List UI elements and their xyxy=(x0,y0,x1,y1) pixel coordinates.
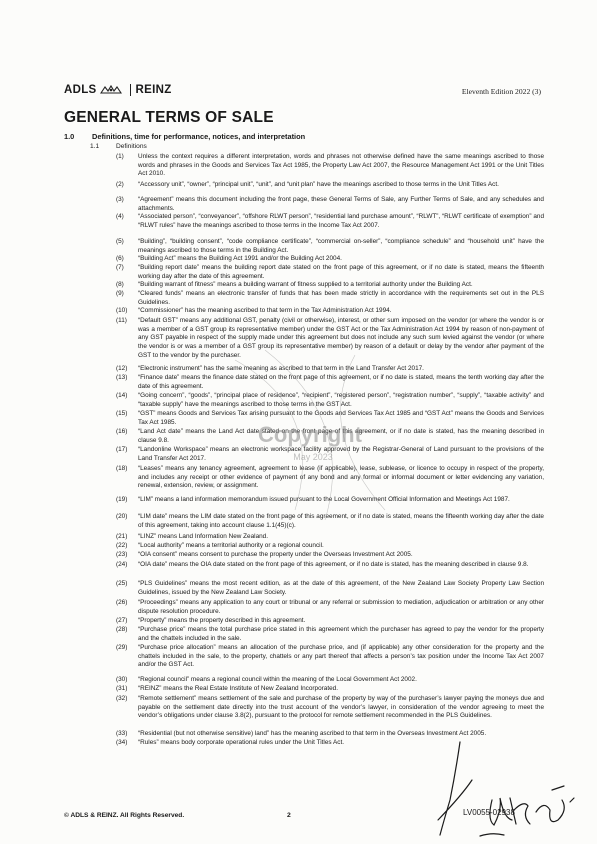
definition-text: “OIA consent” means consent to purchase the property under the Overseas Investment Act 2005. xyxy=(138,551,413,558)
definition-number: (22) xyxy=(116,542,128,549)
edition-label: Eleventh Edition 2022 (3) xyxy=(461,87,541,96)
definition-number: (34) xyxy=(116,739,128,746)
definition-number: (3) xyxy=(116,196,124,203)
definition-number: (32) xyxy=(116,695,128,702)
definition-number: (5) xyxy=(116,238,124,245)
definition-text: “Electronic instrument” has the same meaning as ascribed to that term in the Land Transfer Act 2017. xyxy=(138,365,424,372)
definition-number: (20) xyxy=(116,513,128,520)
definition-number: (30) xyxy=(116,676,128,683)
watermark-date: May 2023 xyxy=(293,452,333,462)
definition-text: “Landonline Workspace” means an electronic workspace facility approved by the Registrar-General of Land pursuant to the provisions of the Land Transfer Act 2017. xyxy=(138,446,544,462)
definition-number: (28) xyxy=(116,626,128,633)
definition-number: (6) xyxy=(116,255,124,262)
definition-text: “OIA date” means the OIA date stated on the front page of this agreement, or if no date is stated, has the meaning described in clause 9.8. xyxy=(138,561,529,568)
definition-text: “Rules” means body corporate operational rules under the Unit Titles Act. xyxy=(138,739,345,746)
definition-number: (26) xyxy=(116,599,128,606)
definition-number: (29) xyxy=(116,644,128,651)
definition-number: (12) xyxy=(116,365,128,372)
definition-text: Unless the context requires a different interpretation, words and phrases not otherwise defined have the same meanings ascribed to those words and phrases in the Goods and Services Tax Act 1985, the Property Law Act 2007, the Resource Management Act 1991 or the Unit Titles Act 2010. xyxy=(138,153,544,178)
definition-text: “Building report date” means the building report date stated on the front page of this agreement, or if no date is stated, means the fifteenth working day after the date of this agreement. xyxy=(138,264,544,280)
definition-text: “Residential (but not otherwise sensitive) land” has the meaning ascribed to that term in the Overseas Investment Act 2005. xyxy=(138,730,487,737)
definition-text: “Proceedings” means any application to any court or tribunal or any referral or submission to mediation, adjudication or arbitration or any other dispute resolution procedure. xyxy=(138,599,544,615)
definition-number: (2) xyxy=(116,181,124,188)
definition-number: (24) xyxy=(116,561,128,568)
page-number: 2 xyxy=(287,812,291,819)
definition-number: (9) xyxy=(116,290,124,297)
definition-text: “Regional council” means a regional council within the meaning of the Local Government Act 2002. xyxy=(138,676,417,683)
definition-number: (27) xyxy=(116,617,128,624)
definition-text: “Local authority” means a territorial authority or a regional council. xyxy=(138,542,324,549)
definition-text: “Property” means the property described in this agreement. xyxy=(138,617,306,624)
definition-number: (4) xyxy=(116,213,124,220)
definition-number: (33) xyxy=(116,730,128,737)
definition-text: “Land Act date” means the Land Act date stated on the front page of this agreement, or if no date is stated, has the meaning described in clause 9.8. xyxy=(138,428,544,444)
footer-copyright: © ADLS & REINZ. All Rights Reserved. xyxy=(64,812,185,819)
definition-number: (17) xyxy=(116,446,128,453)
definition-text: “PLS Guidelines” means the most recent edition, as at the date of this agreement, of the New Zealand Law Society Property Law Section Guidelines, issued by the New Zealand Law Society. xyxy=(138,580,544,596)
definition-number: (15) xyxy=(116,410,128,417)
document-reference: LV0055-02938 xyxy=(463,808,515,817)
definition-number: (13) xyxy=(116,374,128,381)
definition-number: (14) xyxy=(116,392,128,399)
copyright-watermark xyxy=(205,350,415,520)
definition-number: (31) xyxy=(116,685,128,692)
page-title: GENERAL TERMS OF SALE xyxy=(64,109,274,126)
definition-number: (18) xyxy=(116,465,128,472)
definition-text: “LIM” means a land information memorandum issued pursuant to the Local Government Official Information and Meetings Act 1987. xyxy=(138,496,510,503)
section-title: Definitions, time for performance, notices, and interpretation xyxy=(92,132,306,141)
definition-text: “Going concern”, “goods”, “principal place of residence”, “recipient”, “registered person”, “registration number”, “supply”, “taxable activity” and “taxable supply” have the meanings ascribed to those terms in the GST Act. xyxy=(138,392,544,408)
definition-text: “Cleared funds” means an electronic transfer of funds that has been made strictly in accordance with the requirements set out in the PLS Guidelines. xyxy=(138,290,544,306)
definition-text: “Building”, “building consent”, “code compliance certificate”, “commercial on-seller”, “compliance schedule” and “household unit” have the meanings ascribed to those terms in the Building Act. xyxy=(138,238,544,254)
definition-text: “LINZ” means Land Information New Zealand. xyxy=(138,533,269,540)
subsection-number: 1.1 xyxy=(90,143,100,150)
definition-text: “Purchase price” means the total purchase price stated in this agreement which the purchaser has agreed to pay the vendor for the property and the chattels included in the sale. xyxy=(138,626,544,642)
definition-text: “LIM date” means the LIM date stated on the front page of this agreement, or if no date is stated, means the fifteenth working day after the date of this agreement, taking into account clause 1.1(45)(c). xyxy=(138,513,544,529)
definition-number: (25) xyxy=(116,580,128,587)
definition-number: (16) xyxy=(116,428,128,435)
definition-text: “Leases” means any tenancy agreement, agreement to lease (if applicable), lease, sublease, or licence to occupy in respect of the property, and includes any receipt or other evidence of payment of any bond and any formal or informal document or letter evidencing any variation, renewal, extension, review, or assignment. xyxy=(138,465,544,490)
definition-number: (1) xyxy=(116,153,124,160)
handwritten-initials-signature xyxy=(432,740,582,840)
definition-number: (11) xyxy=(116,317,127,324)
definition-text: “REINZ” means the Real Estate Institute of New Zealand Incorporated. xyxy=(138,685,338,692)
definition-text: “Associated person”, “conveyancer”, “offshore RLWT person”, “residential land purchase amount”, “RLWT”, “RLWT certificate of exemption” and “RLWT rules” have the meanings ascribed to those terms in the Income Tax Act 2007. xyxy=(138,213,544,229)
subsection-title: Definitions xyxy=(116,143,147,150)
definition-text: “Building Act” means the Building Act 1991 and/or the Building Act 2004. xyxy=(138,255,342,262)
definition-number: (8) xyxy=(116,281,124,288)
section-number: 1.0 xyxy=(64,132,75,141)
definition-number: (21) xyxy=(116,533,128,540)
definition-number: (19) xyxy=(116,496,128,503)
definition-number: (23) xyxy=(116,551,128,558)
definition-text: “GST” means Goods and Services Tax arising pursuant to the Goods and Services Tax Act 1985 and “GST Act” means the Goods and Services Tax Act 1985. xyxy=(138,410,544,426)
definition-text: “Building warrant of fitness” means a building warrant of fitness supplied to a territorial authority under the Building Act. xyxy=(138,281,473,288)
definition-text: “Accessory unit”, “owner”, “principal unit”, “unit”, and “unit plan” have the meanings ascribed to those terms in the Unit Titles Act. xyxy=(138,181,499,188)
watermark-text: Copyright xyxy=(258,422,362,447)
logo-reinz-text: REINZ xyxy=(135,84,172,96)
definition-text: “Remote settlement” means settlement of the sale and purchase of the property by way of the purchaser’s lawyer paying the moneys due and payable on the settlement date directly into the trust account of the vendor’s lawyer, in consideration of the vendor agreeing to meet the vendor’s obligations under clause 3.8(2), pursuant to the protocol for remote settlement recommended in the PLS Guidelines. xyxy=(138,695,544,720)
logo-adls-text: ADLS xyxy=(64,84,97,96)
definition-text: “Commissioner” has the meaning ascribed to that term in the Tax Administration Act 1994. xyxy=(138,307,392,314)
definition-text: “Finance date” means the finance date stated on the front page of this agreement, or if no date is stated, means the tenth working day after the date of this agreement. xyxy=(138,374,544,390)
definition-text: “Agreement” means this document including the front page, these General Terms of Sale, any Further Terms of Sale, and any schedules and attachments. xyxy=(138,196,544,212)
definition-number: (10) xyxy=(116,307,128,314)
definition-text: “Purchase price allocation” means an allocation of the purchase price, and (if applicable) any other consideration for the property and the chattels included in the sale, to the property, chattels or any part thereof that affects a person’s tax position under the Income Tax Act 2007 and/or the GST Act. xyxy=(138,644,544,669)
definition-text: “Default GST” means any additional GST, penalty (civil or otherwise), interest, or other sum imposed on the vendor (or where the vendor is or was a member of a GST group its representative member) under the GST Act or the Tax Administration Act 1994 by reason of non-payment of any GST payable in respect of the supply made under this agreement but does not include any such sum levied against the vendor (or where the vendor is or was a member of a GST group its representative member) by reason of a default or delay by the vendor after payment of the GST to the vendor by the purchaser. xyxy=(138,317,544,359)
definition-number: (7) xyxy=(116,264,124,271)
